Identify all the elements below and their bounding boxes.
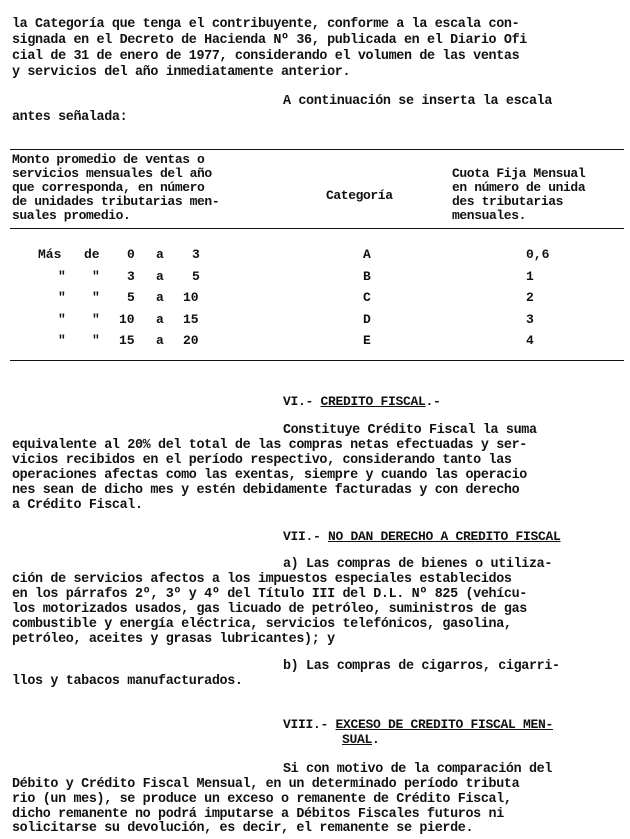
- row-quota: 2: [526, 290, 534, 305]
- paragraph-line: ción de servicios afectos a los impuestos especiales establecidos: [12, 572, 512, 587]
- row-quota: 0,6: [526, 247, 550, 262]
- paragraph-line: Constituye Crédito Fiscal la suma: [283, 423, 537, 438]
- row-from: 5: [127, 290, 135, 305]
- row-category: C: [363, 290, 371, 305]
- paragraph-line: Si con motivo de la comparación del: [283, 762, 552, 777]
- row-prefix: ": [58, 269, 66, 284]
- row-to: 5: [192, 269, 200, 284]
- row-from: 3: [127, 269, 135, 284]
- row-de: de: [84, 247, 100, 262]
- intro-line: signada en el Decreto de Hacienda Nº 36, publicada en el Diario Ofi: [12, 33, 527, 48]
- paragraph-line: los motorizados usados, gas licuado de petróleo, suministros de gas: [12, 602, 527, 617]
- row-category: B: [363, 269, 371, 284]
- paragraph-line: combustible y energía eléctrica, servicios telefónicos, gasolina,: [12, 617, 512, 632]
- row-de: ": [92, 269, 100, 284]
- paragraph-line: rio (un mes), se produce un exceso o remanente de Crédito Fiscal,: [12, 792, 512, 807]
- row-de: ": [92, 312, 100, 327]
- paragraph-line: b) Las compras de cigarros, cigarri-: [283, 659, 560, 674]
- row-a: a: [156, 290, 164, 305]
- row-quota: 4: [526, 333, 534, 348]
- row-category: D: [363, 312, 371, 327]
- paragraph-line: equivalente al 20% del total de las compras netas efectuadas y ser-: [12, 438, 527, 453]
- paragraph-line: dicho remanente no podrá imputarse a Débitos Fiscales futuros ni: [12, 807, 504, 822]
- row-from: 0: [127, 247, 135, 262]
- intro-line: cial de 31 de enero de 1977, considerando el volumen de las ventas: [12, 49, 520, 64]
- row-prefix: ": [58, 312, 66, 327]
- row-prefix: ": [58, 333, 66, 348]
- row-a: a: [156, 333, 164, 348]
- row-quota: 1: [526, 269, 534, 284]
- row-de: ": [92, 290, 100, 305]
- paragraph-line: petróleo, aceites y grasas lubricantes); y: [12, 632, 335, 647]
- row-to: 3: [192, 247, 200, 262]
- paragraph-line: vicios recibidos en el período respectivo, considerando tanto las: [12, 453, 512, 468]
- row-prefix: Más: [38, 247, 62, 262]
- row-de: ": [92, 333, 100, 348]
- row-a: a: [156, 312, 164, 327]
- row-from: 10: [119, 312, 135, 327]
- row-a: a: [156, 247, 164, 262]
- paragraph-line: operaciones afectas como las exentas, siempre y cuando las operacio: [12, 468, 527, 483]
- section-heading-no-credito-fiscal: VII.- NO DAN DERECHO A CREDITO FISCAL: [283, 529, 561, 544]
- intro-line: y servicios del año inmediatamente anterior.: [12, 65, 351, 80]
- row-to: 20: [183, 333, 199, 348]
- section-heading-exceso-credito-cont: SUAL.: [342, 732, 380, 747]
- paragraph-line: nes sean de dicho mes y estén debidamente facturadas y con derecho: [12, 483, 520, 498]
- row-from: 15: [119, 333, 135, 348]
- header-sales-amount: Monto promedio de ventas o servicios mensuales del año que corresponda, en número de unidades tributarias men- suales promedio.: [12, 152, 220, 223]
- header-category: Categoría: [326, 188, 393, 203]
- row-to: 15: [183, 312, 199, 327]
- intro-continuation: A continuación se inserta la escala: [283, 94, 552, 109]
- paragraph-line: solicitarse su devolución, es decir, el remanente se pierde.: [12, 821, 474, 836]
- row-category: A: [363, 247, 371, 262]
- paragraph-line: a Crédito Fiscal.: [12, 498, 143, 513]
- row-prefix: ": [58, 290, 66, 305]
- row-quota: 3: [526, 312, 534, 327]
- row-to: 10: [183, 290, 199, 305]
- section-heading-exceso-credito: VIII.- EXCESO DE CREDITO FISCAL MEN-: [283, 717, 554, 732]
- header-fixed-quota: Cuota Fija Mensual en número de unida des tributarias mensuales.: [452, 166, 586, 223]
- intro-continuation-tail: antes señalada:: [12, 110, 128, 125]
- paragraph-line: llos y tabacos manufacturados.: [12, 674, 243, 689]
- table-header-rule: [10, 228, 624, 229]
- row-a: a: [156, 269, 164, 284]
- row-category: E: [363, 333, 371, 348]
- paragraph-line: a) Las compras de bienes o utiliza-: [283, 557, 552, 572]
- table-bottom-rule: [10, 360, 624, 361]
- section-heading-credito-fiscal: VI.- CREDITO FISCAL.-: [283, 394, 441, 409]
- intro-line: la Categoría que tenga el contribuyente, conforme a la escala con-: [12, 17, 520, 32]
- table-top-rule: [10, 149, 624, 150]
- paragraph-line: en los párrafos 2º, 3º y 4º del Título III del D.L. Nº 825 (vehícu-: [12, 587, 527, 602]
- paragraph-line: Débito y Crédito Fiscal Mensual, en un determinado período tributa: [12, 777, 520, 792]
